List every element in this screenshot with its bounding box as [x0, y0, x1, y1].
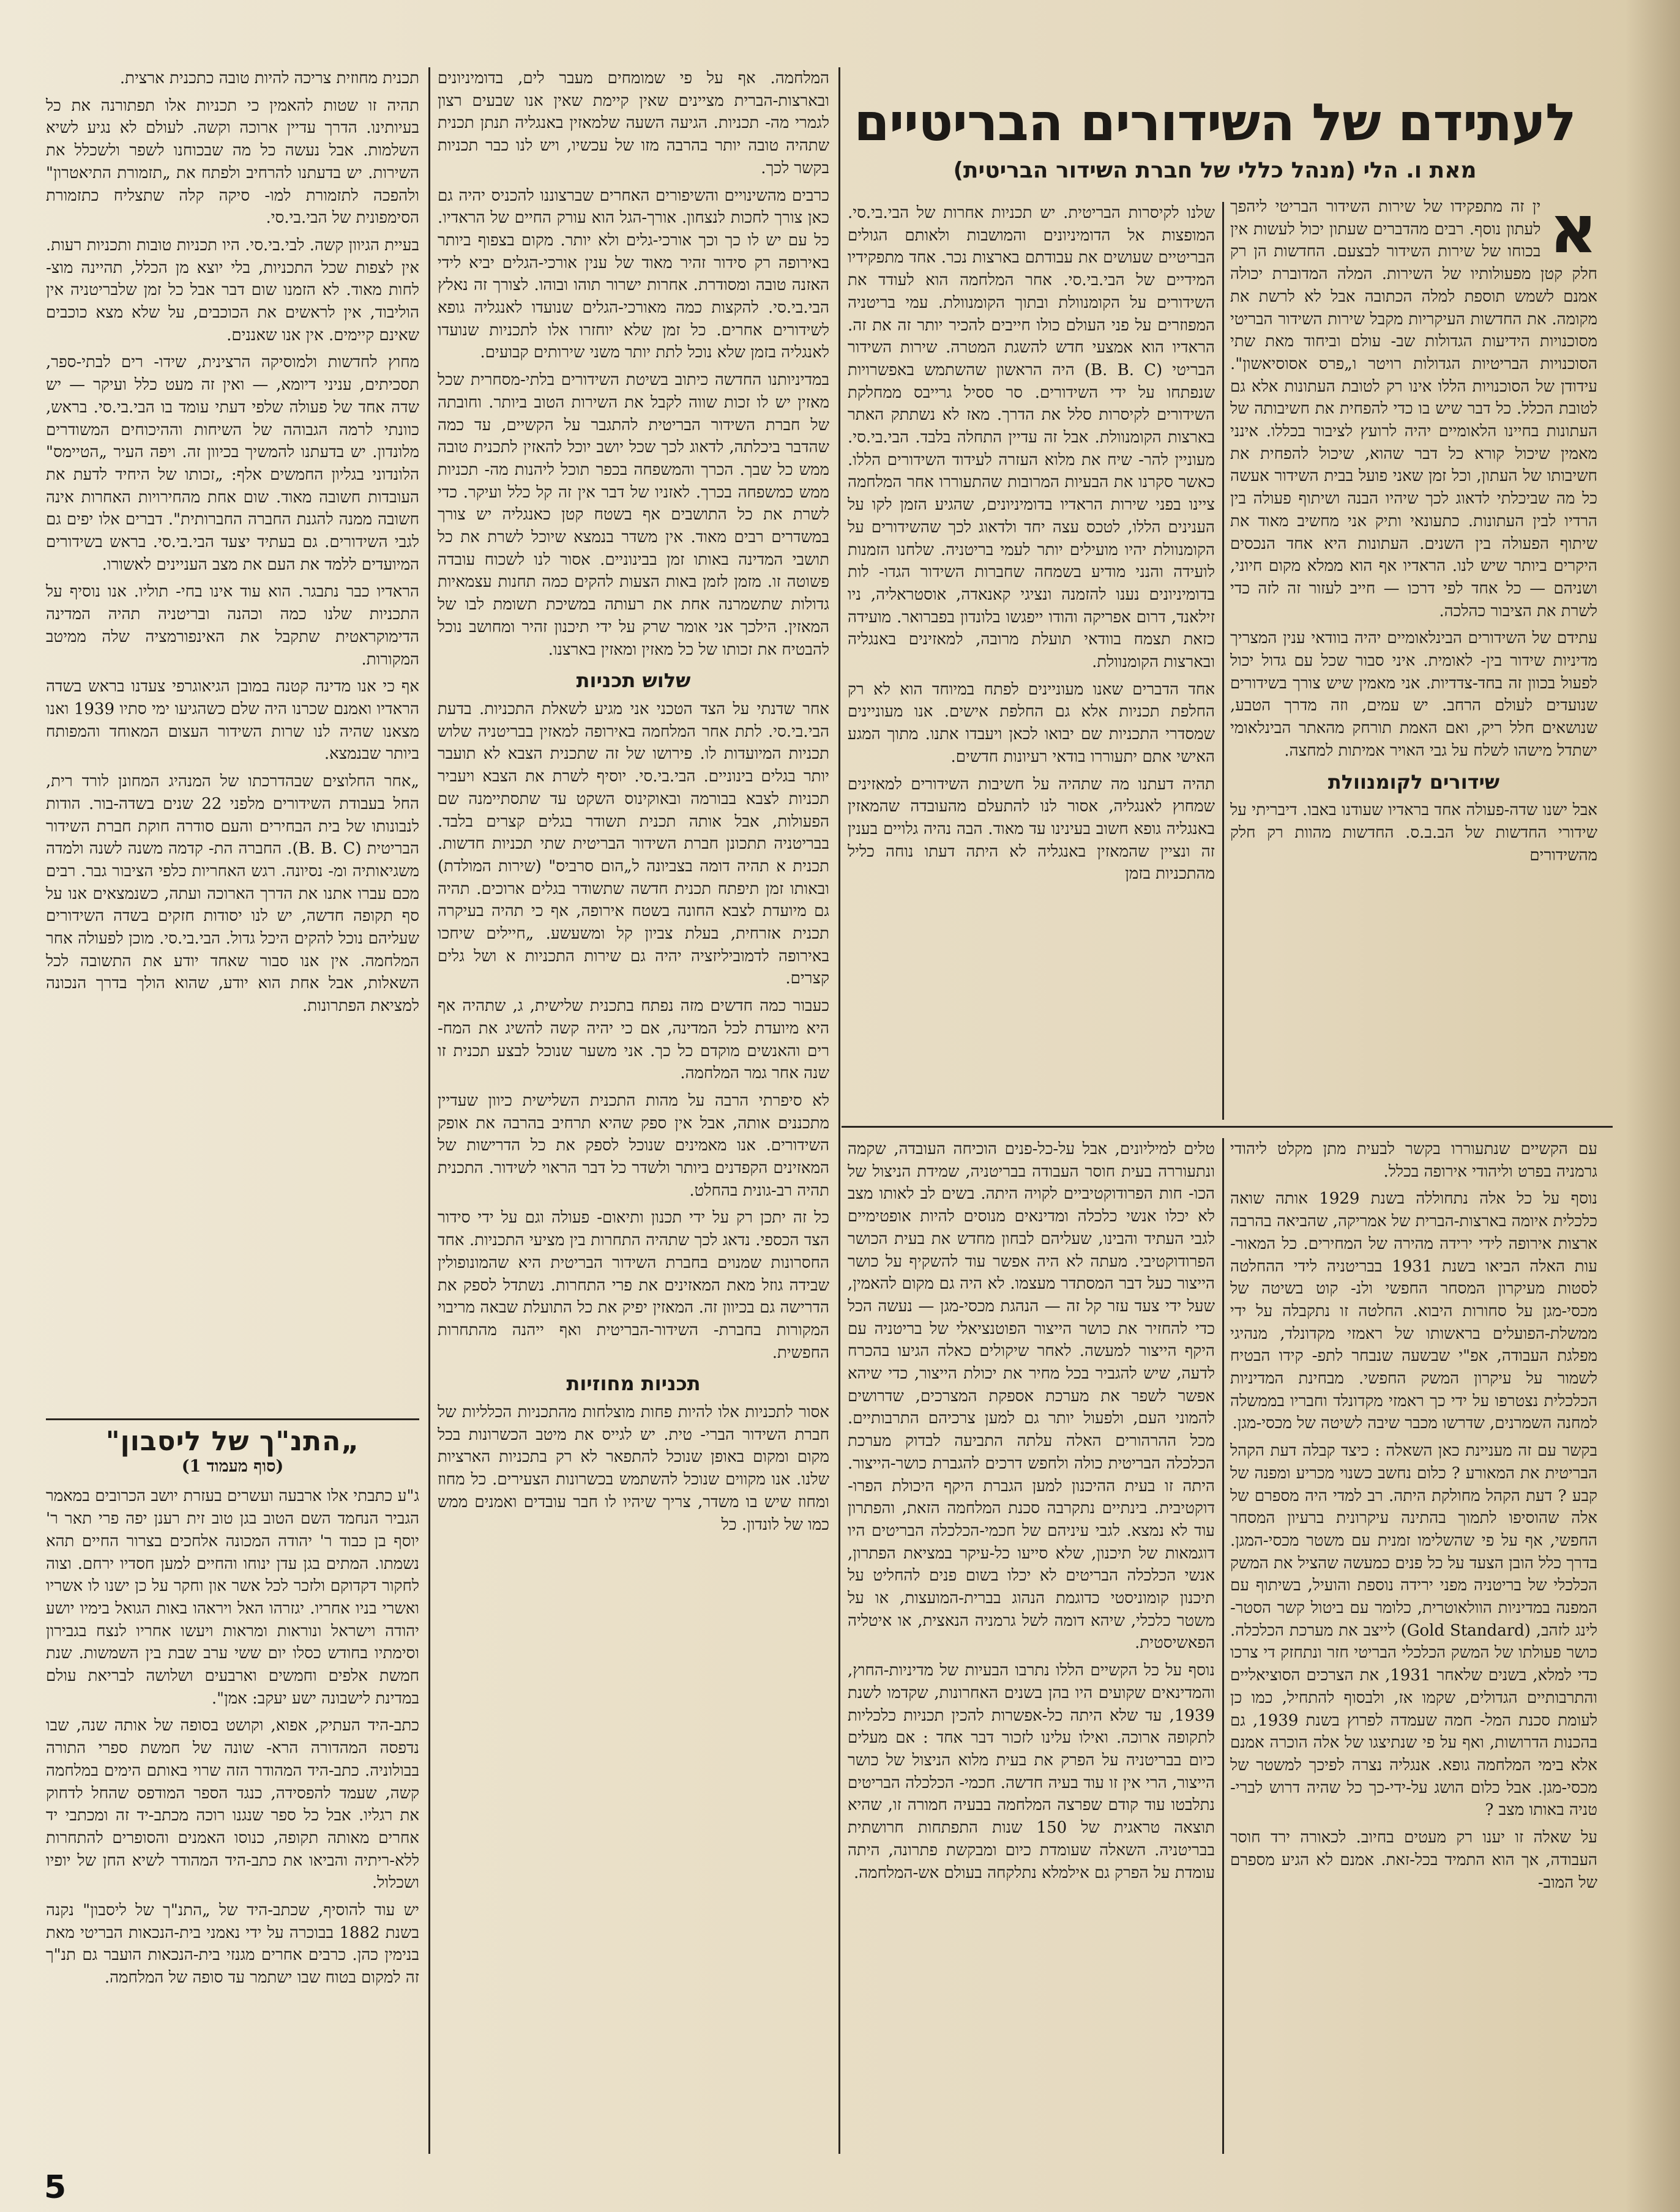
- article-headline: לעתידם של השידורים הבריטיים: [854, 92, 1576, 152]
- paragraph: יש עוד להוסיף, שכתב-היד של „התנ"ך של ליסבון" נקנה בשנת 1882 בבוכרה על ידי נאמני בית-הנכאות הבריטי מאת בנימין כהן. כרבים אחרים מגנזי בית-הנכאות הועבר גם תנ"ך זה למקום בטוח שבו ישתמר עד סופה של המלחמה.: [46, 1901, 419, 1987]
- page-edge-shadow: [1625, 0, 1680, 2212]
- paragraph: „אחר החלוצים שבהדרכתו של המנהיג המחונן לורד רית, החל בעבודת השידורים מלפני 22 שנים בשדה-בור. הודות לנבונותו של בית הבחירים והעם סודרה חוקת חברת השידור הבריטית (B. B. C). החברה הת- קדמה משנה לשנה ולמדה משגיאותיה ומ- נסיונה. רגש האחריות כלפי הציבור גבר. רבים מכם עברו אתנו את הדרך הארוכה ועתה, כשנמצאים אנו על סף תקופה חדשה, יש לנו יסודות חזקים בשדה השידורים שעליהם נוכל להקים היכל גדול. הבי.בי.סי. מוכן לפעולה אחר המלחמה. אין אנו סבור שאחד יודע את התשובה לכל השאלות, אבל אחת הוא יודע, שהוא הולך בדרך הנכונה למציאת הפתרונות.: [46, 772, 419, 1016]
- lower-left-column: [848, 1138, 1215, 2160]
- paragraph: במדיניותנו החדשה כיתוב בשיטת השידורים בלתי-מסחרית שכל מאזין יש לו זכות שווה לקבל את השירות הטוב ביותר. וחובתה של חברת השידור הבריטית להתגבר על הקשיים, עד כמה שהדבר ביכלתה, לדאוג לכך שכל יושב יוכל להאזין לתכנית טובה ממש כל שבך. הכרך והמשפחה בכפר תוכל ליהנות מה- תכניות ממש כמשפחה בכרך. לאזניו של דבר אין זה קל כלל ועיקר. כדי לשרת את כל התושבים אף בשטח קטן כאנגליה יש צורך במשדרים רבים מאוד. אין משדר בנמצא שיוכל לשרת את כל תושבי המדינה באותו זמן בבינוניים. אסור לנו לשכוח עובדה פשוטה זו. מזמן לזמן באות הצעות להקים כמה תחנות עצמאיות גדולות שתשמרנה אחת את רעותה במשיכת תשומת לבו של המאזין. הילכך אני אומר שרק על ידי תיכנון זהיר ומחושב נוכל להבטיח את זכותו של כל מאזין ומאזין בארצנו.: [438, 371, 829, 659]
- paragraph: כעבור כמה חדשים מזה נפתח בתכנית שלישית, ג, שתהיה אף היא מיועדת לכל המדינה, אם כי יהיה קשה להשיג את המח- רים והאנשים מוקדם כל כך. אני משער שנוכל לבצע תכנית זו שנה אחר גמר המלחמה.: [438, 997, 829, 1083]
- article-byline: מאת ו. הלי (מנהל כללי של חברת השידור הבריטית): [953, 158, 1477, 183]
- paragraph: בקשר עם זה מעניינת כאן השאלה : כיצד קבלה דעת הקהל הבריטית את המאורע ? כלום נחשב כשנוי מכריע ומפנה של קבע ? דעת הקהל מחולקת היתה. רב למדי היה מספרם של אלה שהוסיפו לתמוך בהתינה עיקרונית ברעיון המסחר החפשי, אף על פי שהשלימו זמנית עם משטר מכסי-המגן. בדרך כלל הובן הצעד על כל פנים כמעשה שהציל את המשק הכלכלי של בריטניה מפני ירידה נוספת והועיל, בשיתוף עם המפנה במדיניות הוולאוטרית, כלומר עם ביטול קשר הסטר- לינג לזהב, (Gold Standard) לייצב את מערכת הכלכלה. כושר פעולתו של המשק הכלכלי הבריטי חזר ונתחזק די צרכו כדי למלא, בשנים שלאחר 1931, את הצרכים הסוציאליים והתרבותיים הגדולים, שקמו אז, ולבסוף להתחיל, כמו כן לעומת סכנת המל- חמה שעמדה לפרוץ בשנת 1939, גם בהכנות הדרושות, ואף על פי שנתיצגו של אלה הוכרה אמנם אלא בימי המלחמה גופא. אנגליה נצרה לפיכך למשטר של מכסי-מגן. אבל כלום הושג על-ידי-כך כל שהיה דרוש לברי- טניה באותו מצב ?: [1230, 1442, 1597, 1820]
- paragraph: תכנית מחוזית צריכה להיות טובה כתכנית ארצית.: [119, 69, 419, 88]
- paragraph: שלנו לקיסרות הבריטית. יש תכניות אחרות של הבי.בי.סי. המופצות אל הדומיניונים והמושבות ולאותם הגולים הבריטיים שעושים את עבודתם בארצות נכר. אחד מתפקידיו המידיים של הבי.בי.סי. אחר המלחמה הוא לעודד את השידורים על הקומנוולת ובתוך הקומנוולת. עמי בריטניה המפוזרים על פני העולם כולו חייבים להכיר יותר זה את זה. הראדיו הוא אמצעי חדש להשגת המטרה. שירות השידור הבריטי (B. B. C) היה הראשון שהשתמש באפשרויות שנפתחו על ידי השידורים. סר ססיל גרייבס ממחלקת השידורים לקיסרות סלל את הדרך. מאז לא נשתתק האתר בארצות הקומנוולת. אבל זה עדיין התחלה בלבד. הבי.בי.סי. מעוניין להר- שיח את מלוא העזרה לעידוד השידורים הללו. כאשר סקרנו את הבעיות המרובות שהתעוררו אחר המלחמה ציינו בפני שירות הראדיו בדומיניונים, שהגיע הזמן לקו על הענינים הללו, לטכס עצה יחד ולדאוג לכך שהשידורים על הקומנוולת יהיו מועילים יותר לעמי בריטניה. שלחנו הזמנות לועידה והנני מודיע בשמחה שחברות השידור הגדו- לות בדומיניונים נענו להזמנה ונציגי קאנאדה, אוסטראליה, ניו זילאנד, דרום אפריקה והודו ייפגשו בלונדון בפברואר. מועידה כזאת תצמח בוודאי תועלת מרובה, למאזינים באנגליה ובארצות הקומנוולת.: [848, 204, 1215, 672]
- page-number: 5: [44, 2169, 67, 2206]
- box-top-rule: [46, 1418, 419, 1420]
- column-4: [46, 67, 419, 1407]
- column-1-top: [1230, 196, 1597, 1120]
- paragraph: תהיה זו שטות להאמין כי תכניות אלו תפתורנה את כל בעיותינו. הדרך עדיין ארוכה וקשה. לעולם לא נגיע לשיא השלמות. אבל נעשה כל מה שבכוחנו לשפר ולשכלל את השירות. יש בדעתנו להרחיב ולפתח את „תזמורת התיאטרון" ולהפכה לתזמורת למו- סיקה קלה שתצליח כתזמורת הסימפונית של הבי.בי.סי.: [46, 96, 419, 228]
- paragraph: נוסף על כל הקשיים הללו נתרבו הבעיות של מדיניות-החוץ, והמדינאים שקועים היו בהן בשנים האחרונות, שקדמו לשנת 1939, עד שלא היתה כל-אפשרות להכין תכניות כלכליות לתקופה ארוכה. ואילו עלינו לזכור דבר אחד : אם מעלים כיום בבריטניה על הפרק את בעית מלוא הניצול של כושר הייצור, הרי אין זו עוד בעיה חדשה. חכמי- הכלכלה הבריטים נתלבטו עוד קודם שפרצה המלחמה בבעיה חמורה זו, שהיא תוצאה טראגית של 150 שנות התפתחות חרושתית בבריטניה. השאלה שעומדת כיום ומבקשת פתרונה, היתה עומדת על הפרק גם אילמלא נתלקחה בעולם אש-המלחמה.: [848, 1661, 1215, 1882]
- lower-right-column: [1230, 1138, 1597, 2160]
- subheading-regional-programs: תכניות מחוזיות: [566, 1372, 701, 1396]
- section-divider-rule: [842, 1126, 1613, 1128]
- paragraph: הראדיו כבר נתבגר. הוא עוד אינו בחי- תוליו. אנו נוסיף על התכניות שלנו כמה וכהנה ובריטניה תהיה המדינה הדימוקראטית שתקבל את האינפורמציה שלה ממיטב המקורות.: [46, 583, 419, 669]
- paragraph: נוסף על כל אלה נתחוללה בשנת 1929 אותה שואה כלכלית איומה בארצות-הברית של אמריקה, שהביאה בהרבה ארצות אירופה לידי ירידה מהירה של המחירים. כל המאור- עות האלה הביאו בשנת 1931 בבריטניה לידי ההחלטה לסטות מעיקרון המסחר החפשי ולנ- קוט בשיטה של מכסי-מגן על סחורות היבוא. החלטה זו נתקבלה על ידי ממשלת-הפועלים בראשותו של ראמזי מקדונלד, מנהיגי מפלגת העבודה, אפ"י שבשעה שנבחר לתפ- קידו הבטיח לשמור על עיקרון המשק החפשי. מבחינת המדיניות הכלכלית נצטרפו על ידי כך ראמזי מקדונלד וחבריו בממשלה למחנה השמרנים, שדרשו מכבר שיבה לשיטה של מכסי-מגן.: [1230, 1190, 1597, 1433]
- column-rule: [1222, 202, 1224, 1120]
- paragraph: כל זה יתכן רק על ידי תכנון ותיאום- פעולה וגם על ידי סידור הצד הכספי. נדאג לכך שתהיה התחרות בין מציעי התכניות. אחד החסרונות שמנוים בחברת השידור הבריטית היא שהמונופולין שבידה גוזל מאת המאזינים את פרי התחרות. נשתדל לספק את הדרישה גם בכיוון זה. המאזין יפיק את כל התועלת שבאה מריבוי המקורות בחברת- השידור-הבריטית ואף ייהנה מהתחרות החפשית.: [438, 1208, 829, 1362]
- paragraph: אף כי אנו מדינה קטנה במובן הגיאוגרפי צעדנו בראש בשדה הראדיו ואמנם שכרנו היה שלם כשהגיעו ימי סתיו 1939 ואנו מצאנו שהיה לנו שרות השידור העצום המאוחד והמפותח ביותר שבנמצא.: [46, 677, 419, 764]
- paragraph: אבל ישנו שדה-פעולה אחד בראדיו שעודנו באבו. דיבריתי על שידורי החדשות של הב.ב.ס. החדשות מהוות רק חלק מהשידורים: [1230, 801, 1597, 865]
- paragraph: עתידם של השידורים הבינלאומיים יהיה בוודאי ענין המצריך מדיניות שידור בין- לאומית. איני סבור שכל עם גדול יכול לפעול בכוון זה בחד-צדדיות. אני מאמין שיש צורך בשידורים שנועדים לעולם הרחב. יש עמים, וזה מדרך הטבע, שנושאים חלל ריק, ואם האמת תורחק מהאתר הבינלאומי ישתדל מישהו לשלח על גבי האויר אמיתות למחצה.: [1230, 629, 1597, 760]
- column-2: [848, 202, 1215, 1120]
- subheading-three-programs: שלוש תכניות: [576, 669, 691, 693]
- box-subtitle: (סוף מעמוד 1): [181, 1456, 284, 1476]
- drop-cap: א: [1549, 196, 1597, 268]
- paragraph: בעיית הגיוון קשה. לבי.בי.סי. היו תכניות טובות ותכניות רעות. אין לצפות שכל התכניות, בלי יוצא מן הכלל, תהיינה מוצ- לחות מאוד. לא הזמנו שום דבר אבל כל זמן שלבריטניה אין הוליבוד, אין לראשים את הכוכבים, על שלא מצא כוכבים שאינם קיימים. אין אנו שאננים.: [46, 236, 419, 344]
- subheading-commonwealth: שידורים לקומנוולת: [1327, 770, 1500, 794]
- paragraph: כתב-היד העתיק, אפוא, וקושט בסופה של אותה שנה, שבו נדפסה המהדורה הרא- שונה של חמשת ספרי התורה בבולוניה. כתב-היד המהודר הזה שרוי באותם הימים במלחמה קשה, שעמד להפסידה, כנגד הספר המודפס שהחל לדחוק את רגליו. אבל כל ספר שנגנו רוכה מכתב-יד זה ומכתבי יד אחרים מאותה תקופה, כנוסו האמנים והסופרים להתחרות ללא-ריתיה והביאו את כתב-היד המהודר לשיא החן של יופיו ושכלול.: [46, 1716, 419, 1893]
- paragraph: על שאלה זו יענו רק מעטים בחיוב. לכאורה ירד חוסר העבודה, אך הוא התמיד בכל-זאת. אמנם לא הגיע מספרם של המוב-: [1230, 1828, 1597, 1892]
- paragraph: ג"ע כתבתי אלו ארבעה ועשרים בעזרת יושב הכרובים במאמר הגביר הנחמד השם הטוב בגן טוב זית רענן יפה פרי תאר ר' יוסף בן כבוד ר' יהודה המכונה אלחכים בצרור החיים תהא נשמתו. המתים בגן עדן ינוחו והחיים למען חסדיו ירחם. וצוה לחקור דקדוקם ולזכר לכל אשר און וחקר על כן ישנו לו אשריו ואשרי בניו אחריו. יגזרהו האל ויראהו באות הגואל בימיו יושע יהודה וישראל ונוראות ומראות ויעשו אחריו לנצח בגבירון וסימתיו בחודש כסלו יום ששי ערב שבת בין השמשות. שנת חמשת אלפים וחמשים וארבעים ושלושה לבריאת עולם במדינת לישבונה ישע יעקב: אמן".: [46, 1487, 419, 1708]
- paragraph: אחר שדנתי על הצד הטכני אני מגיע לשאלת התכניות. בדעת הבי.בי.סי. לתת אחר המלחמה באירופה למאזין בבריטניה שלוש תכניות המיועדות לו. פירושו של זה שתכנית הצבא לא תועבר יותר בגלים בינוניים. הבי.בי.סי. יוסיף לשרת את הצבא ויעביר תכניות לצבא בבורמה ובאוקינוס השקט עד שתסתיימנה שם הפעולות, אבל אותה תכנית תשודר בגלים קצרים בלבד. בבריטניה תתכונן חברת השידור הבריטית שתי תכניות חדשות. תכנית א תהיה דומה בצביונה ל„הום סרביס" (שירות המולדת) ובאותו זמן תיפתח תכנית חדשה שתשודר בגלים ארוכים. תהיה גם מיועדת לצבא החונה בשטח אירופה, אף כי תהיה בעיקרה תכנית אזרחית, בעלת צביון קל ומשעשע. „חיילים שיחכו באירופה לדמוביליזציה יהיה גם שירות התכניות א ושל גלים קצרים.: [438, 699, 829, 988]
- paragraph: עם הקשיים שנתעוררו בקשר לבעית מתן מקלט ליהודי גרמניה בפרט וליהודי אירופה בכלל.: [1230, 1140, 1597, 1181]
- paragraph: תהיה דעתנו מה שתהיה על חשיבות השידורים למאזינים שמחוץ לאנגליה, אסור לנו להתעלם מהעובדה שהמאזין באנגליה גופא חשוב בעינינו עד מאוד. הבה נהיה גלויים בענין זה ונציין שהמאזין באנגליה לא היתה דעתו נוחה כליל מהתכניות בזמן: [848, 775, 1215, 884]
- column-rule: [838, 67, 840, 2154]
- paragraph: אחד הדברים שאנו מעוניינים לפתח במיוחד הוא לא רק החלפת תכניות אלא גם החלפת אישים. אנו מעוניינים שמסדרי התכניות שם יבואו לכאן ויעבדו אתנו. מתוך המגע האישי אתם יתעוררו בודאי רעיונות חדשים.: [848, 680, 1215, 766]
- column-3: [438, 67, 829, 2160]
- paragraph: טלים למיליונים, אבל על-כל-פנים הוכיחה העובדה, שקמה ונתעוררה בעית חוסר העבודה בבריטניה, שמידת הניצול של הכו- חות הפרודוקטיביים לקויה היתה. בשים לב לאותו מצב לא יכלו אנשי כלכלה ומדינאים מנוסים להיות אופטימיים לגבי העתיד והבינו, שעליהם לבחון מחדש את בעית הכושר הפרודוקטיבי. מעתה לא היה אפשר עוד להשקיף על כושר הייצור כעל דבר המסתדר מעצמו. לא היה גם מקום להאמין, שעל ידי צעד עזר קל זה — הנהגת מכסי-מגן — נעשה הכל כדי להחזיר את כושר הייצור הפוטנציאלי של בריטניה עם היקף הייצור למעשה. לאחר שיקולים כאלה הגיעו בהכרח לדעה, שיש להגביר בכל מחיר את יכולת הייצור, כדי שיהא אפשר לשפר את מערכת אספקת המצרכים, שדרושים להמוני העם, ולפעול יותר גם למען צרכיהם התרבותיים. מכל ההרהורים האלה עלתה התביעה לבדוק מערכת הכלכלה הבריטית כולה ולחפש דרכים להגברת כושר-הייצור. היתה זו בעית ההיכנון למען הגברת היקף היכולת הפרו- דוקטיבית. בינתיים נתקרבה סכנת המלחמה הזאת, והפתרון עוד לא נמצא. לגבי עיניהם של חכמי-הכלכלה הבריטים היו דוגמאות של תיכנון, שלא סייעו כל-עיקר במציאת הפתרון, אנשי הכלכלה הבריטים לא יכלו בשום פנים להחליט על תיכנון קומוניסטי כדוגמת הנהוג בברית-המועצות, או על משטר כלכלי, שיהא דומה לשל גרמניה הנאצית, או איטליה הפאשיסטית.: [848, 1140, 1215, 1653]
- column-rule: [428, 67, 430, 2154]
- box-title: „התנ"ך של ליסבון": [105, 1426, 360, 1457]
- paragraph: המלחמה. אף על פי שמומחים מעבר לים, בדומיניונים ובארצות-הברית מציינים שאין קיימת שאין אנו שבעים רצון לגמרי מה- תכניות. הגיעה השעה שלמאזין באנגליה תנתן תכנית שתהיה טובה יותר בהרבה מזו של עכשיו, ויש לנו כבר תכניות בקשר לכך.: [438, 69, 829, 177]
- paragraph: ין זה מתפקידו של שירות השידור הבריטי ליהפך לעתון נוסף. רבים מהדברים שעתון יכול לעשות אין בכוחו של שירות השידור לבצעם. החדשות הן רק חלק קטן מפעולותיו של השירות. המלה המדוברת יכולה אמנם לשמש תוספת למלה הכתובה אבל לא לרשת את מקומה. את החדשות העיקריות מקבל שירות השידור הבריטי מסוכנויות הידיעות הגדולות שב- עולם וביחוד מאת שתי הסוכנויות הבריטיות הגדולות רויטר ו„פרס אסוסיאשון". עידודן של הסוכנויות הללו אינו רק לטובת העתונות אלא גם לטובת הכלל. כל דבר שיש בו כדי להפחית את חשיבותה של העתונות בחיינו הלאומיים יהיה לרועץ לציבור בכללו. אינני מאמין שיכול קורא כל דבר שהוא, שיכול להפחית את חשיבותו של העתון, וכל זמן שאני פועל בבית השידור אעשה כל מה שביכלתי לדאוג לכך שיהיו הבנה ושיתוף פעולה בין הרדיו לבין העתונות. כתעונאי ותיק אני מחשיב מאוד את שיתוף הפעולה בין השנים. העתונות היא אחד הנכסים היקרים ביותר שיש לנו. הראדיו אף הוא ממלא מקום חיוני, ושניהם — כל אחד לפי דרכו — חייב לעזור זה לזה כדי לשרת את הציבור כהלכה.: [1230, 198, 1597, 620]
- paragraph: אסור לתכניות אלו להיות פחות מוצלחות מהתכניות הכלליות של חברת השידור הברי- טית. יש לגייס את מיטב הכשרונות בכל מקום ומקום באופן שנוכל להתפאר לא רק בתכניות הארציות שלנו. אנו מקווים שנוכל להשתמש בכשרונות הצעירים. כל מחוז ומחוז שיש בו משדר, צריך שיהיו לו חבר עובדים ואמנים ממש כמו של לונדון. כל: [438, 1403, 829, 1534]
- paragraph: כרבים מהשינויים והשיפורים האחרים שברצוננו להכניס יהיה גם כאן צורך לחכות לנצחון. אורך-הגל הוא עורק החיים של הראדיו. כל עם יש לו כך וכך אורכי-גלים ולא יותר. מקום בצפוף ביותר באירופה רק סידור זהיר מאוד של ענין אורכי-הגלים יביא לידי האזנה טובה ומסודרת. אחרות ישרור תוהו ובוהו. לצורך זה נאלץ הבי.בי.סי. להקצות כמה מאורכי-הגלים שנועדו לאנגליה גופא לשידורים אחרים. כל זמן שלא יוחזרו אלו לתכניות שנועדו לאנגליה בזמן שלא נוכל לתת יותר משני שירותים קבועים.: [438, 186, 829, 362]
- lisbon-bible-box: [46, 1426, 419, 2160]
- paragraph: מחוץ לחדשות ולמוסיקה הרצינית, שידו- רים לבתי-ספר, תסכיתים, עניני דיומא, — ואין זה מעט כלל ועיקר — יש שדה אחד של פעולה שלפי דעתי עומד בו הבי.בי.סי. בראש, כוונתי לרמה הגבוהה של השיחות וההיכוחים המשודרים מלונדון. יש בדעתנו להמשיך בכיוון זה. ויפה העיר „הטיימס" הלונדוני בגליון החמשים אלף: „זכותו של היחיד לדעת את העובדות חשובה מאוד. שום אחת מהחירויות האחרות אינה חשובה ממנה להגנת החברה החברותית". דברים אלו יפים גם לגבי השידורים. גם בעתיד יצעד הבי.בי.סי. בראש בשידורים המיועדים ללמד את העם את מצב העניינים לאשורו.: [46, 353, 419, 574]
- paragraph: לא סיפרתי הרבה על מהות התכנית השלישית כיוון שעדיין מתכננים אותה, אבל אין ספק שהיא תרחיב בהרבה את אופק השידורים. אנו מאמינים שנוכל לספק את כל הדרישות של המאזינים הקפדנים ביותר ולשדר כל דבר הראוי לשידור. התכנית תהיה רב-גונית בהחלט.: [438, 1091, 829, 1200]
- column-rule: [1222, 1138, 1224, 2154]
